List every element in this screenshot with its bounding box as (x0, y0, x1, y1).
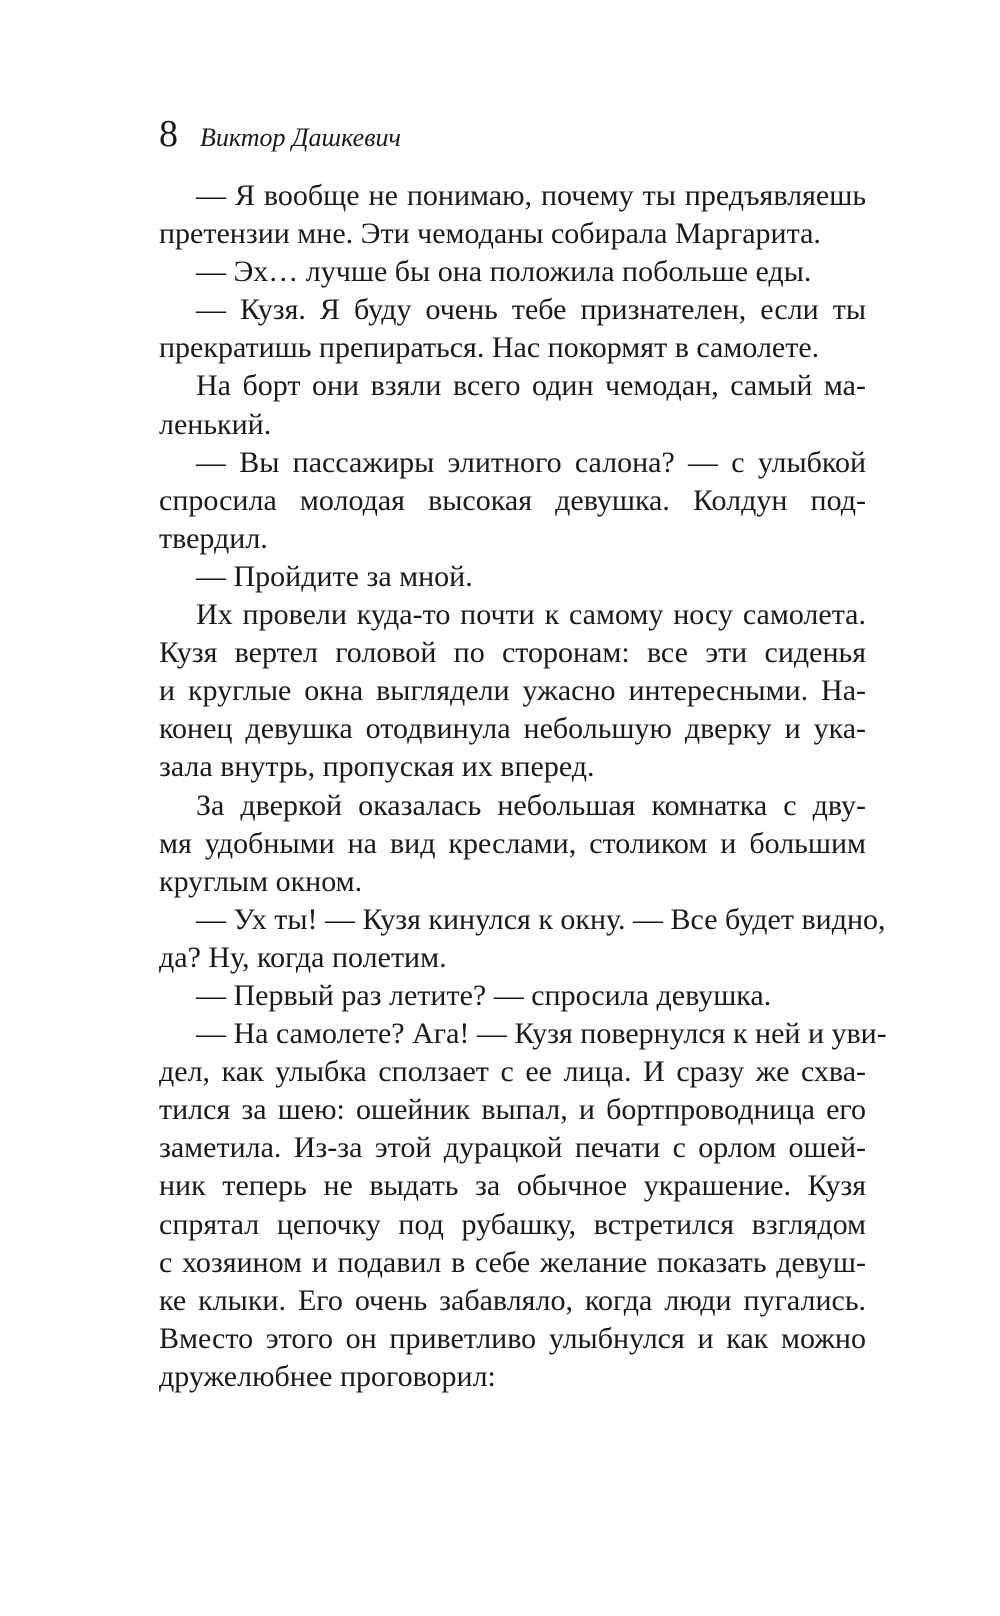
text-line: дружелюбнее проговорил: (159, 1359, 496, 1393)
text-line: претензии мне. Эти чемоданы собирала Маргарита. (159, 217, 821, 251)
text-line: с хозяином и подавил в себе желание показать девуш- (159, 1245, 866, 1279)
text-line: мя удобными на вид креслами, столиком и большим (159, 826, 866, 860)
text-line: круглым окном. (159, 864, 363, 898)
text-line: да? Ну, когда полетим. (159, 940, 447, 974)
text-line: — На самолете? Ага! — Кузя повернулся к ней и уви- (196, 1017, 887, 1051)
text-line: Их провели куда-то почти к самому носу самолета. (196, 598, 866, 632)
text-line: — Первый раз летите? — спросила девушка. (196, 978, 772, 1012)
text-line: — Ух ты! — Кузя кинулся к окну. — Все будет видно, (196, 902, 886, 936)
text-line: и круглые окна выглядели ужасно интересными. На- (159, 674, 866, 708)
text-line: — Эх… лучше бы она положила побольше еды. (196, 255, 812, 289)
text-line: — Пройдите за мной. (196, 559, 473, 593)
body-text (159, 177, 887, 1396)
text-line: Кузя вертел головой по сторонам: все эти сиденья (159, 636, 866, 670)
text-line: На борт они взяли всего один чемодан, самый ма- (196, 369, 866, 403)
text-line: спрятал цепочку под рубашку, встретился взглядом (159, 1207, 866, 1241)
running-head (159, 108, 401, 160)
text-line: Вместо этого он приветливо улыбнулся и как можно (159, 1321, 866, 1355)
text-line: дел, как улыбка сползает с ее лица. И сразу же схва- (159, 1055, 866, 1089)
text-line: За дверкой оказалась небольшая комнатка с дву- (196, 788, 866, 822)
text-line: ленький. (159, 407, 272, 441)
text-line: спросила молодая высокая девушка. Колдун под- (159, 483, 866, 517)
text-line: конец девушка отодвинула небольшую дверку и ука- (159, 712, 866, 746)
text-line: — Вы пассажиры элитного салона? — с улыбкой (196, 445, 866, 479)
text-line: заметила. Из-за этой дурацкой печати с орлом ошей- (159, 1131, 866, 1165)
text-line: ке клыки. Его очень забавляло, когда люди пугались. (159, 1283, 866, 1317)
text-line: тился за шею: ошейник выпал, и бортпроводница его (159, 1093, 866, 1127)
text-line: — Я вообще не понимаю, почему ты предъявляешь (196, 179, 866, 212)
text-line: — Кузя. Я буду очень тебе признателен, если ты (196, 293, 866, 327)
page-number: 8 (159, 113, 178, 155)
text-line: прекратишь препираться. Нас покормят в самолете. (159, 331, 820, 365)
text-line: ник теперь не выдать за обычное украшение. Кузя (159, 1169, 866, 1203)
text-line: твердил. (159, 521, 268, 555)
running-title-author: Виктор Дашкевич (200, 123, 401, 152)
text-line: зала внутрь, пропуская их вперед. (159, 750, 595, 784)
